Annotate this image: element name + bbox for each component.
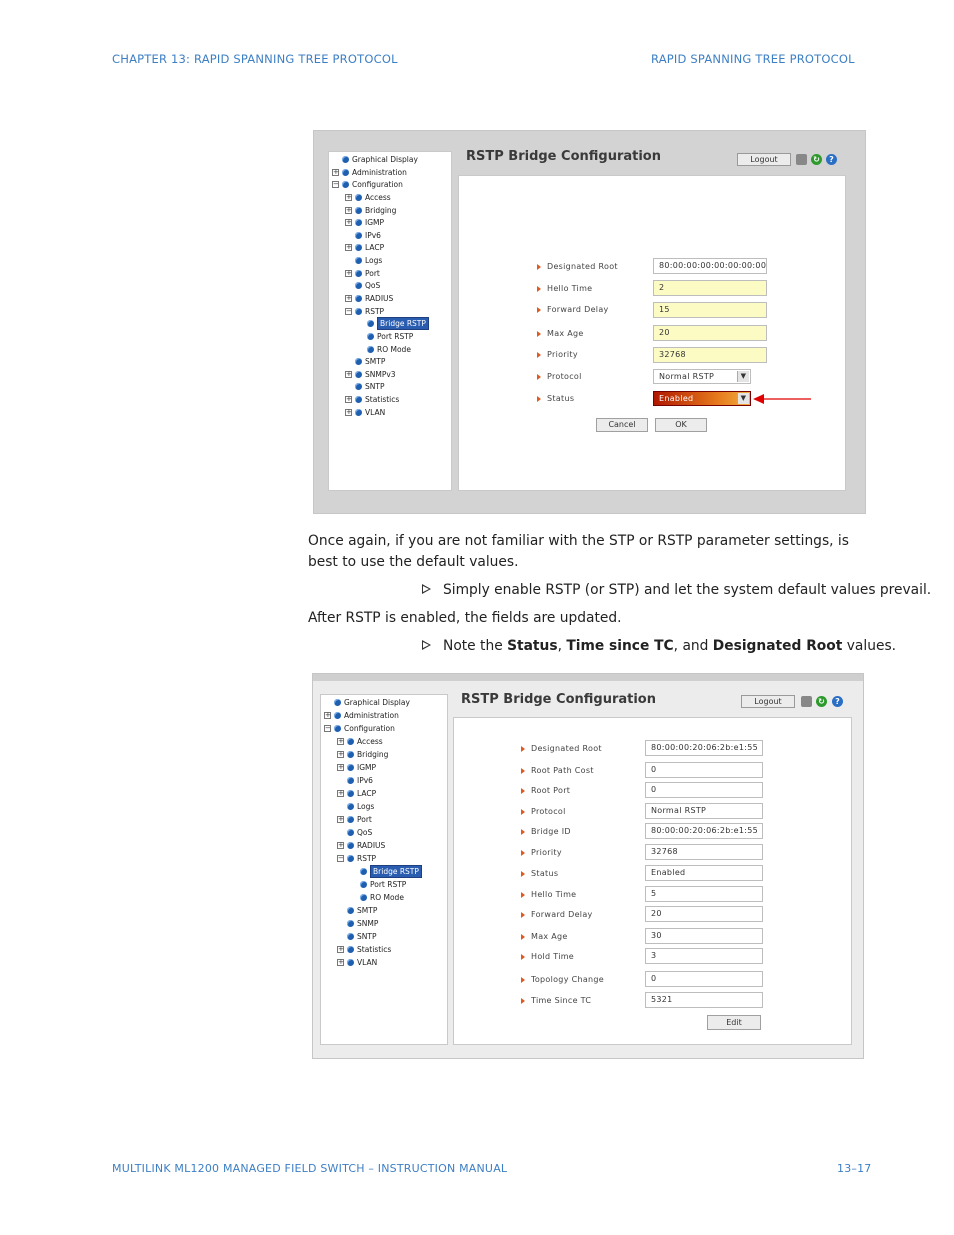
page-number: 13–17 xyxy=(837,1162,872,1175)
tree-node-bridging[interactable]: + Bridging xyxy=(346,206,397,215)
forward-delay-input[interactable]: 15 xyxy=(653,302,767,318)
expand-icon[interactable]: + xyxy=(338,737,344,745)
bold-status: Status xyxy=(507,638,558,654)
tree-node-igmp[interactable]: + IGMP xyxy=(338,763,377,772)
field-label: Bridge ID xyxy=(521,827,571,836)
node-icon xyxy=(334,725,341,732)
node-icon xyxy=(347,946,354,953)
tree-node-bridge-rstp[interactable]: Bridge RSTP xyxy=(367,318,429,329)
field-label: Designated Root xyxy=(521,744,602,753)
bullet-triangle-icon xyxy=(422,584,431,594)
field-label: Max Age xyxy=(537,329,584,338)
tree-node-ro-mode[interactable]: RO Mode xyxy=(367,344,411,355)
bullet-triangle-icon xyxy=(422,640,431,650)
node-icon xyxy=(355,295,362,302)
node-icon xyxy=(355,244,362,251)
collapse-icon[interactable]: − xyxy=(346,307,352,315)
panel-title: RSTP Bridge Configuration xyxy=(461,692,656,707)
tree-node-smtp[interactable]: SMTP xyxy=(355,356,385,367)
tree-node-sntp[interactable]: SNTP xyxy=(347,931,376,942)
tree-node-lacp[interactable]: + LACP xyxy=(346,243,385,252)
hello-time-input[interactable]: 2 xyxy=(653,280,767,296)
expand-icon[interactable]: + xyxy=(346,395,352,403)
node-icon xyxy=(334,712,341,719)
tree-node-ipv6[interactable]: IPv6 xyxy=(347,775,373,786)
protocol-value: Normal RSTP xyxy=(645,803,763,819)
cancel-button[interactable]: Cancel xyxy=(596,418,648,432)
node-icon xyxy=(347,790,354,797)
window-top-bar xyxy=(313,674,863,681)
page-header-section: RAPID SPANNING TREE PROTOCOL xyxy=(651,52,855,66)
bold-designated-root: Designated Root xyxy=(712,638,843,654)
root-port-value: 0 xyxy=(645,782,763,798)
bullet-text-pre: Note the xyxy=(443,638,508,654)
node-icon xyxy=(347,920,354,927)
field-label: Status xyxy=(521,869,558,878)
node-icon xyxy=(367,320,374,327)
tree-node-igmp[interactable]: + IGMP xyxy=(346,218,385,227)
tree-node-radius[interactable]: + RADIUS xyxy=(338,841,386,850)
tree-node-ro-mode[interactable]: RO Mode xyxy=(360,892,404,903)
protocol-select[interactable] xyxy=(653,369,751,384)
field-label: Time Since TC xyxy=(521,996,591,1005)
expand-icon[interactable]: + xyxy=(346,206,352,214)
logout-button[interactable]: Logout xyxy=(741,695,795,708)
node-icon xyxy=(355,270,362,277)
help-icon[interactable]: ? xyxy=(826,154,837,165)
expand-icon[interactable]: + xyxy=(346,370,352,378)
save-icon[interactable] xyxy=(801,696,812,707)
expand-icon[interactable]: + xyxy=(338,958,344,966)
tree-node-qos[interactable]: QoS xyxy=(347,827,372,838)
tree-node-logs[interactable]: Logs xyxy=(355,255,382,266)
navigation-tree xyxy=(328,151,452,491)
tree-node-administration[interactable]: + Administration xyxy=(333,168,407,177)
chevron-down-icon[interactable]: ▼ xyxy=(737,393,749,404)
expand-icon[interactable]: + xyxy=(346,193,352,201)
node-icon xyxy=(347,959,354,966)
node-icon xyxy=(347,816,354,823)
bullet-text-and: , and xyxy=(673,638,713,654)
expand-icon[interactable]: + xyxy=(346,408,352,416)
expand-icon[interactable]: + xyxy=(338,750,344,758)
tree-node-vlan[interactable]: + VLAN xyxy=(346,408,386,417)
node-icon xyxy=(367,333,374,340)
tree-node-access[interactable]: + Access xyxy=(338,737,383,746)
node-icon xyxy=(355,409,362,416)
node-icon xyxy=(367,346,374,353)
tree-node-graphical-display[interactable]: Graphical Display xyxy=(342,154,418,165)
tree-node-port[interactable]: + Port xyxy=(346,269,380,278)
tree-node-qos[interactable]: QoS xyxy=(355,280,380,291)
status-panel xyxy=(453,717,852,1045)
node-icon xyxy=(355,308,362,315)
tree-node-rstp[interactable]: − RSTP xyxy=(338,854,377,863)
save-icon[interactable] xyxy=(796,154,807,165)
node-icon xyxy=(355,257,362,264)
screenshot-rstp-config-status xyxy=(312,673,864,1059)
bullet-enable-rstp xyxy=(422,580,931,601)
designated-root-value: 80:00:00:20:06:2b:e1:55 xyxy=(645,740,763,756)
tree-node-ipv6[interactable]: IPv6 xyxy=(355,230,381,241)
bullet-note-values xyxy=(422,636,896,657)
field-label: Priority xyxy=(537,350,578,359)
node-icon xyxy=(360,894,367,901)
help-icon[interactable]: ? xyxy=(832,696,843,707)
node-icon xyxy=(355,282,362,289)
node-icon xyxy=(347,751,354,758)
tree-node-configuration[interactable]: − Configuration xyxy=(333,180,403,189)
tree-node-logs[interactable]: Logs xyxy=(347,801,374,812)
expand-icon[interactable]: + xyxy=(338,815,344,823)
field-label: Forward Delay xyxy=(521,910,593,919)
tree-node-snmp[interactable]: SNMP xyxy=(347,918,378,929)
node-icon xyxy=(347,764,354,771)
node-icon xyxy=(355,232,362,239)
node-icon xyxy=(355,396,362,403)
edit-button[interactable]: Edit xyxy=(707,1015,761,1030)
tree-node-sntp[interactable]: SNTP xyxy=(355,381,384,392)
node-icon xyxy=(355,194,362,201)
bullet-text-sep: , xyxy=(557,638,567,654)
expand-icon[interactable]: + xyxy=(346,269,352,277)
logout-button[interactable]: Logout xyxy=(737,153,791,166)
bullet-text-post: values. xyxy=(842,638,897,654)
field-label: Root Port xyxy=(521,786,570,795)
field-label: Priority xyxy=(521,848,562,857)
node-icon xyxy=(355,383,362,390)
field-label: Hello Time xyxy=(537,284,592,293)
tree-node-statistics[interactable]: + Statistics xyxy=(338,945,392,954)
collapse-icon[interactable]: − xyxy=(338,854,344,862)
node-icon xyxy=(355,358,362,365)
paragraph-fields-updated: After RSTP is enabled, the fields are updated. xyxy=(308,610,622,626)
priority-input[interactable]: 32768 xyxy=(653,347,767,363)
node-icon xyxy=(355,371,362,378)
node-icon xyxy=(347,842,354,849)
tree-node-access[interactable]: + Access xyxy=(346,193,391,202)
expand-icon[interactable]: + xyxy=(338,945,344,953)
tree-node-rstp[interactable]: − RSTP xyxy=(346,307,385,316)
status-select[interactable] xyxy=(653,391,751,406)
node-icon xyxy=(347,738,354,745)
red-arrow-annotation xyxy=(753,392,813,406)
expand-icon[interactable]: + xyxy=(338,789,344,797)
field-label: Protocol xyxy=(521,807,566,816)
screenshot-rstp-config-edit xyxy=(313,130,866,514)
node-icon xyxy=(347,777,354,784)
status-value: Enabled xyxy=(659,394,694,403)
tree-node-vlan[interactable]: + VLAN xyxy=(338,958,378,967)
node-icon xyxy=(360,868,367,875)
node-icon xyxy=(355,219,362,226)
node-icon xyxy=(342,169,349,176)
node-icon xyxy=(342,181,349,188)
node-icon xyxy=(347,907,354,914)
field-label: Hello Time xyxy=(521,890,576,899)
node-icon xyxy=(334,699,341,706)
designated-root-field: 80:00:00:00:00:00:00:00 xyxy=(653,258,767,274)
expand-icon[interactable]: + xyxy=(325,711,331,719)
tree-node-bridge-rstp[interactable]: Bridge RSTP xyxy=(360,866,422,877)
max-age-input[interactable]: 20 xyxy=(653,325,767,341)
tree-node-configuration[interactable]: − Configuration xyxy=(325,724,395,733)
expand-icon[interactable]: + xyxy=(333,168,339,176)
tree-node-statistics[interactable]: + Statistics xyxy=(346,395,400,404)
collapse-icon[interactable]: − xyxy=(333,180,339,188)
time-since-tc-value: 5321 xyxy=(645,992,763,1008)
field-label: Designated Root xyxy=(537,262,618,271)
page-footer-manual-title: MULTILINK ML1200 MANAGED FIELD SWITCH – INSTRUCTION MANUAL xyxy=(112,1162,508,1175)
refresh-icon[interactable]: ↻ xyxy=(811,154,822,165)
bullet-text: Simply enable RSTP (or STP) and let the system default values prevail. xyxy=(443,582,932,598)
expand-icon[interactable]: + xyxy=(346,218,352,226)
expand-icon[interactable]: + xyxy=(346,243,352,251)
max-age-value: 30 xyxy=(645,928,763,944)
expand-icon[interactable]: + xyxy=(338,763,344,771)
tree-node-lacp[interactable]: + LACP xyxy=(338,789,377,798)
tree-node-bridging[interactable]: + Bridging xyxy=(338,750,389,759)
tree-node-port-rstp[interactable]: Port RSTP xyxy=(360,879,406,890)
root-path-cost-value: 0 xyxy=(645,762,763,778)
node-icon xyxy=(347,933,354,940)
node-icon xyxy=(347,829,354,836)
bridge-id-value: 80:00:00:20:06:2b:e1:55 xyxy=(645,823,763,839)
expand-icon[interactable]: + xyxy=(338,841,344,849)
status-value: Enabled xyxy=(645,865,763,881)
hold-time-value: 3 xyxy=(645,948,763,964)
tree-node-port-rstp[interactable]: Port RSTP xyxy=(367,331,413,342)
ok-button[interactable]: OK xyxy=(655,418,707,432)
panel-title: RSTP Bridge Configuration xyxy=(466,149,661,164)
tree-node-port[interactable]: + Port xyxy=(338,815,372,824)
tree-node-smtp[interactable]: SMTP xyxy=(347,905,377,916)
tree-node-graphical-display[interactable]: Graphical Display xyxy=(334,697,410,708)
field-label: Hold Time xyxy=(521,952,574,961)
page-header-chapter: CHAPTER 13: RAPID SPANNING TREE PROTOCOL xyxy=(112,52,398,66)
node-icon xyxy=(355,207,362,214)
tree-node-administration[interactable]: + Administration xyxy=(325,711,399,720)
node-icon xyxy=(347,855,354,862)
navigation-tree xyxy=(320,694,448,1045)
expand-icon[interactable]: + xyxy=(346,294,352,302)
collapse-icon[interactable]: − xyxy=(325,724,331,732)
forward-delay-value: 20 xyxy=(645,906,763,922)
refresh-icon[interactable]: ↻ xyxy=(816,696,827,707)
protocol-value: Normal RSTP xyxy=(659,372,715,381)
tree-node-radius[interactable]: + RADIUS xyxy=(346,294,394,303)
node-icon xyxy=(360,881,367,888)
field-label: Protocol xyxy=(537,372,582,381)
chevron-down-icon[interactable]: ▼ xyxy=(737,371,749,382)
field-label: Status xyxy=(537,394,574,403)
field-label: Max Age xyxy=(521,932,568,941)
bold-time-since-tc: Time since TC xyxy=(566,638,674,654)
hello-time-value: 5 xyxy=(645,886,763,902)
field-label: Forward Delay xyxy=(537,305,609,314)
node-icon xyxy=(347,803,354,810)
paragraph-defaults: Once again, if you are not familiar with the STP or RSTP parameter settings, is best to use the default values. xyxy=(308,533,849,570)
node-icon xyxy=(342,156,349,163)
config-panel xyxy=(458,175,846,491)
tree-node-snmpv3[interactable]: + SNMPv3 xyxy=(346,370,396,379)
field-label: Root Path Cost xyxy=(521,766,594,775)
topology-change-value: 0 xyxy=(645,971,763,987)
field-label: Topology Change xyxy=(521,975,604,984)
priority-value: 32768 xyxy=(645,844,763,860)
